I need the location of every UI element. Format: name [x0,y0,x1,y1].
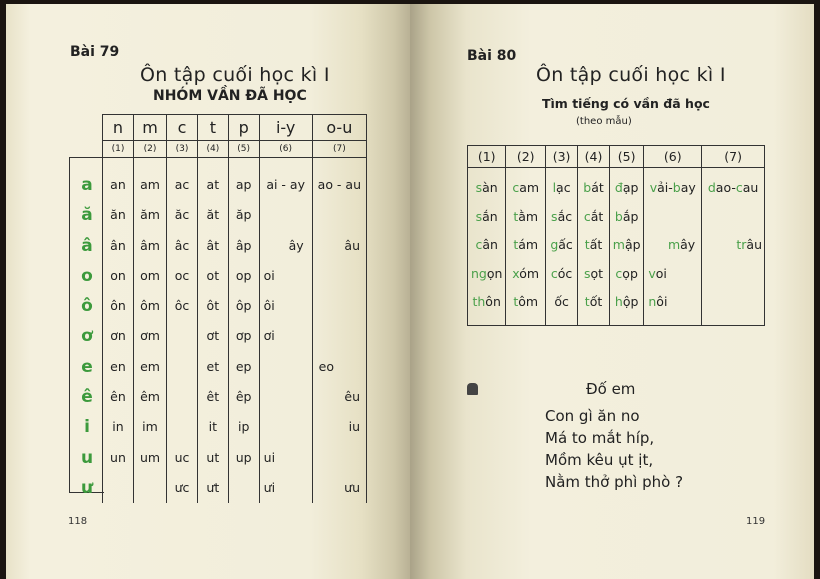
page-title: Ôn tập cuối học kì I [536,64,726,86]
rhyme-cell: êt [206,389,220,405]
rhyme-cell: em [140,358,160,374]
rhyme-cell [260,352,312,382]
vowel-rhyme-table [102,114,367,503]
instruction-note: (theo mẫu) [576,116,632,127]
page-number: 118 [68,516,88,527]
word-cell: tằm [513,208,539,224]
rhyme-cell: êp [235,389,252,405]
word-cell: cam [512,180,540,195]
rhyme-cell: âp [235,237,252,253]
rhyme-cell: an [110,177,126,192]
rhyme-cell: ên [110,389,126,405]
vowel-label: e [81,356,93,377]
column-header: o-u [312,115,366,141]
column-number: (6) [644,146,702,168]
page-subtitle: NHÓM VẦN ĐÃ HỌC [153,88,307,104]
word-cell: mây [667,237,696,252]
word-cell: xóm [512,265,540,281]
word-cell: hộp [614,294,639,309]
page-subtitle: Tìm tiếng có vần đã học [542,96,710,111]
word-cell: dao-cau [707,180,759,195]
word-column [546,168,578,326]
page-number: 119 [746,516,766,527]
rhyme-cell: ap [235,177,252,192]
word-column [644,168,702,326]
rhyme-cell: âm [140,237,160,253]
rhyme-cell: ai - ay [266,177,305,192]
rhyme-cell [313,261,366,291]
column-header: t [197,115,228,141]
column-number: (5) [228,141,259,158]
rhyme-cell: um [139,449,161,465]
riddle-line: Má to mắt híp, [545,429,655,447]
rhyme-cell: ôt [206,298,220,314]
rhyme-column [103,158,134,504]
rhyme-cell: ây [288,237,304,253]
word-cell: vải-bay [649,180,696,195]
rhyme-column [312,158,366,504]
vowel-label: ơ [81,326,93,347]
rhyme-cell: ân [110,237,126,253]
column-header: c [167,115,198,141]
rhyme-cell [313,321,366,351]
column-header: m [133,115,166,141]
rhyme-cell: ôm [140,298,160,314]
vowel-label: ă [81,205,93,226]
rhyme-cell: ui [263,449,276,465]
rhyme-cell: uc [174,449,190,465]
word-cell: nôi [648,294,668,309]
rhyme-cell: en [110,358,126,374]
column-number: (1) [468,146,506,168]
rhyme-cell: eo [318,358,335,374]
rhyme-cell: ơi [263,328,275,344]
word-cell: cọp [615,265,638,281]
word-cell: voi [648,265,667,281]
rhyme-column [259,158,312,504]
word-column [578,168,610,326]
riddle-line: Con gì ăn no [545,407,640,425]
rhyme-cell: ao - au [317,177,362,192]
word-cell: tám [513,237,539,252]
riddle-line: Nằm thở phì phò ? [545,473,684,491]
rhyme-cell: am [140,177,160,192]
rhyme-cell: ep [235,358,252,374]
rhyme-cell: ôp [235,298,252,314]
rhyme-cell [103,473,133,503]
vowel-label: ô [81,296,93,317]
rhyme-cell: iu [348,419,360,435]
word-search-table [467,145,765,326]
rhyme-cell: it [208,419,218,435]
word-cell: sắn [475,208,498,224]
word-cell: bát [583,180,604,195]
column-number: (7) [702,146,765,168]
word-cell: bắp [614,208,639,224]
word-cell: mập [612,237,641,252]
column-header: n [103,115,134,141]
vowel-label: â [81,235,93,256]
rhyme-cell: ăt [206,207,220,223]
lesson-number: Bài 80 [467,48,517,64]
word-cell: tất [584,237,603,252]
rhyme-cell: ăc [174,207,190,223]
riddle-line: Mồm kêu ụt ịt, [545,451,654,469]
word-cell: cân [475,237,498,252]
riddle-heading: Đố em [586,380,636,398]
word-cell: ngọn [470,265,503,281]
rhyme-cell: on [110,267,126,283]
rhyme-cell [229,473,259,503]
rhyme-cell: âu [344,237,360,253]
word-cell: cóc [550,265,573,281]
rhyme-cell: ac [174,177,190,192]
rhyme-cell: ưc [174,479,190,495]
word-cell: trâu [736,237,762,252]
column-number: (2) [506,146,546,168]
rhyme-cell: ăn [110,207,126,223]
riddle-icon [467,383,478,395]
rhyme-cell [167,321,197,351]
word-cell: ốc [554,294,569,309]
word-column [609,168,643,326]
rhyme-cell [260,412,312,442]
rhyme-cell: ôn [110,298,126,314]
column-number: (7) [312,141,366,158]
rhyme-cell: ưt [206,479,220,495]
vowel-label: ê [81,387,93,408]
column-number: (3) [167,141,198,158]
rhyme-cell: ơn [110,328,126,344]
rhyme-cell: ưi [263,479,276,495]
column-number: (4) [197,141,228,158]
word-cell [702,288,764,317]
rhyme-cell [260,382,312,412]
rhyme-cell: ot [206,267,220,283]
vowel-label: o [81,265,93,286]
rhyme-cell: om [140,267,160,283]
word-cell: sàn [475,180,498,195]
rhyme-cell: ôi [263,298,275,314]
column-header: i-y [259,115,312,141]
rhyme-cell: at [206,177,220,192]
rhyme-cell: ât [206,237,220,253]
rhyme-cell [134,473,166,503]
word-cell: gấc [550,237,573,252]
rhyme-cell [167,382,197,412]
column-number: (5) [609,146,643,168]
word-cell: lạc [552,180,571,195]
rhyme-cell: im [142,419,158,435]
rhyme-cell [260,200,312,230]
word-cell: sọt [584,265,604,281]
vowel-label: a [81,175,93,195]
rhyme-cell: ôc [174,298,190,314]
word-cell: cắt [583,208,604,224]
word-cell [702,260,764,289]
column-number: (3) [546,146,578,168]
vowel-label: u [80,447,94,468]
rhyme-cell [313,291,366,321]
rhyme-cell: ơm [140,328,160,344]
word-cell: thôn [472,294,501,309]
rhyme-cell [167,412,197,442]
word-cell: tốt [584,294,603,309]
rhyme-cell: ip [237,419,250,435]
rhyme-cell: ăp [235,207,252,223]
rhyme-cell: oc [174,267,190,283]
rhyme-cell: êm [140,389,160,405]
column-header: p [228,115,259,141]
rhyme-cell [167,352,197,382]
column-number: (6) [259,141,312,158]
rhyme-cell: ưu [344,479,360,495]
vowel-column [69,157,104,498]
word-cell: đạp [614,180,639,195]
rhyme-cell: ơp [235,328,252,344]
rhyme-cell: op [235,267,252,283]
rhyme-cell [313,443,366,473]
rhyme-cell: et [206,358,220,374]
column-number: (4) [578,146,610,168]
word-cell [644,203,701,232]
rhyme-cell: oi [263,267,275,283]
rhyme-cell: ăm [140,207,160,223]
word-column [506,168,546,326]
rhyme-column [228,158,259,504]
page-title: Ôn tập cuối học kì I [140,64,330,86]
rhyme-cell: ơt [206,328,220,344]
vowel-label: i [84,417,90,438]
rhyme-column [197,158,228,504]
rhyme-column [133,158,166,504]
rhyme-cell: âc [174,237,190,253]
word-cell [702,203,764,232]
word-column [468,168,506,326]
rhyme-cell: êu [344,389,360,405]
rhyme-cell [313,200,366,230]
riddle-text [545,405,683,493]
column-number: (2) [133,141,166,158]
column-number: (1) [103,141,134,158]
rhyme-cell: ut [206,449,220,465]
word-cell: sắc [551,208,573,224]
lesson-number: Bài 79 [70,44,120,60]
word-column [702,168,765,326]
rhyme-column [167,158,198,504]
vowel-label: ư [80,477,94,498]
rhyme-cell: up [235,449,252,465]
rhyme-cell: un [110,449,126,465]
rhyme-cell: in [112,419,124,435]
word-cell: tôm [513,294,539,309]
